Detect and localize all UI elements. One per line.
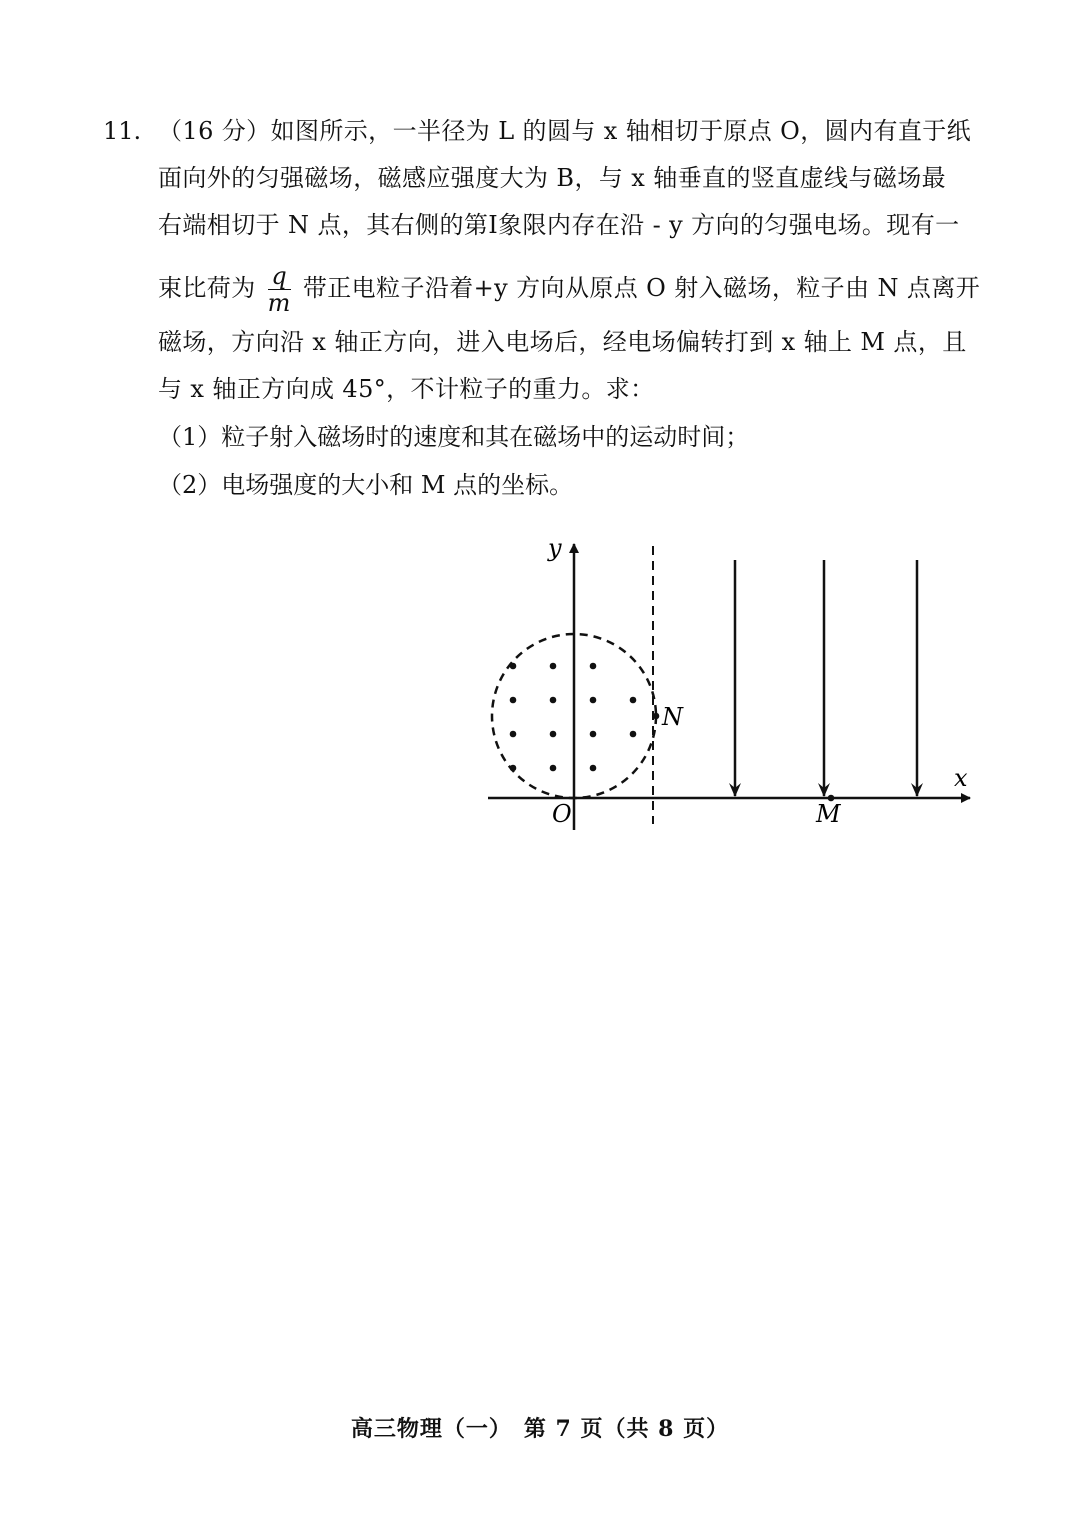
fraction-denominator: m <box>267 289 291 317</box>
problem-line-4 <box>158 253 981 323</box>
field-dot <box>510 765 517 772</box>
problem-text <box>158 112 981 513</box>
x-axis-label: x <box>954 764 968 792</box>
line4-before: 束比荷为 <box>158 274 256 302</box>
point-M-label: M <box>816 800 841 828</box>
problem-line-6: 与 x 轴正方向成 45°，不计粒子的重力。求： <box>158 375 655 403</box>
fraction-numerator: q <box>268 263 291 290</box>
origin-label: O <box>552 800 572 828</box>
point-N-dot <box>653 713 660 720</box>
sub-question-2: （2）电场强度的大小和 M 点的坐标。 <box>158 471 574 499</box>
charge-mass-ratio-fraction <box>268 263 291 316</box>
field-diagram <box>470 530 990 844</box>
magnetic-field-dots <box>510 663 835 802</box>
field-dot <box>630 731 637 738</box>
problem-line-2: 面向外的匀强磁场，磁感应强度大为 B，与 x 轴垂直的竖直虚线与磁场最 <box>158 164 947 192</box>
field-dot <box>590 765 597 772</box>
field-dot <box>510 697 517 704</box>
field-dot <box>550 765 557 772</box>
field-dot <box>550 663 557 670</box>
field-dot <box>510 663 517 670</box>
field-diagram-svg <box>470 530 990 840</box>
field-dot <box>590 697 597 704</box>
field-dot <box>510 731 517 738</box>
problem-line-3: 右端相切于 N 点，其右侧的第Ⅰ象限内存在沿 - y 方向的匀强电场。现有一 <box>158 211 960 239</box>
field-dot <box>550 731 557 738</box>
point-N-label: N <box>662 703 683 731</box>
question-number: 11. <box>103 117 142 145</box>
field-dot <box>630 697 637 704</box>
problem-line-5: 磁场，方向沿 x 轴正方向，进入电场后，经电场偏转打到 x 轴上 M 点，且 <box>158 328 967 356</box>
page-footer: 高三物理（一） 第 7 页（共 8 页） <box>350 1416 730 1442</box>
y-axis-label: y <box>548 534 562 562</box>
problem-line-1: （16 分）如图所示，一半径为 L 的圆与 x 轴相切于原点 O，圆内有直于纸 <box>158 117 972 145</box>
line4-after: 带正电粒子沿着+y 方向从原点 O 射入磁场，粒子由 N 点离开 <box>302 274 981 302</box>
field-dot <box>590 663 597 670</box>
field-dot <box>550 697 557 704</box>
field-dot <box>590 731 597 738</box>
sub-question-1: （1）粒子射入磁场时的速度和其在磁场中的运动时间； <box>158 423 750 451</box>
